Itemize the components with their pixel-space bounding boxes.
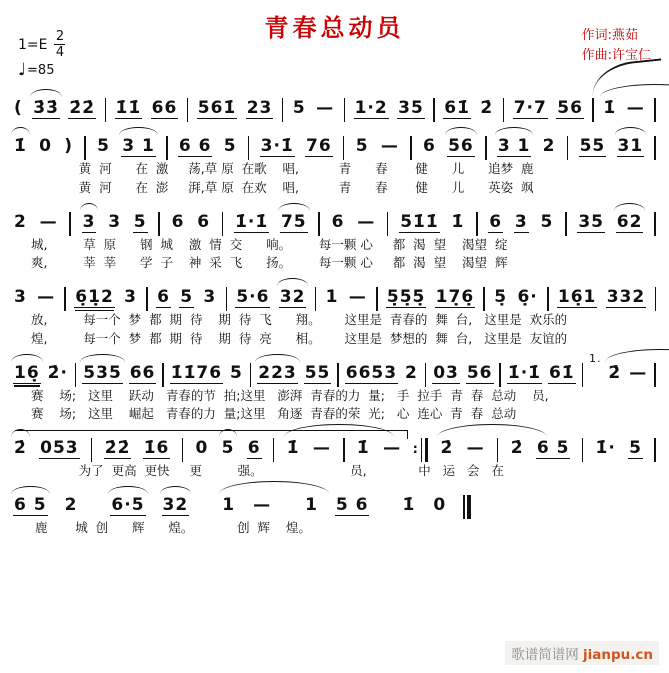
- barline: [485, 136, 487, 160]
- thick-bar: [467, 495, 471, 519]
- note-token: —: [383, 438, 402, 458]
- score-line: [13, 198, 656, 274]
- lyrics-row: 鹿 城 创 辉 煌。 创 辉 煌。: [27, 519, 311, 535]
- score-line: [13, 424, 656, 481]
- score-line: [13, 84, 656, 122]
- note-token: 6: [489, 211, 503, 232]
- note-token: 1·2: [354, 98, 388, 118]
- note-token: 03: [433, 362, 459, 383]
- note-token: (: [14, 98, 23, 118]
- barline: [282, 98, 284, 122]
- barline: [483, 287, 485, 311]
- note-token: 5: [133, 211, 147, 232]
- barline: [84, 136, 86, 160]
- barline: [582, 363, 584, 387]
- note-token: 6653: [345, 362, 398, 383]
- note-token: 1̇: [603, 98, 617, 118]
- barline: [222, 212, 224, 236]
- note-token: —: [348, 287, 367, 307]
- barline: [146, 287, 148, 311]
- note-token: —: [466, 438, 485, 458]
- barline: [273, 438, 275, 462]
- note-token: 561̇: [197, 98, 237, 118]
- note-token: 62: [616, 211, 643, 232]
- score-line: [13, 349, 656, 425]
- note-token: 0: [195, 438, 209, 458]
- note-token: 3·1̇: [260, 136, 294, 156]
- note-token: 1: [305, 494, 318, 515]
- lyrics-row: 赛 场; 这里 崛起 青春的力 量;这里 角逐 青春的荣 光; 心 连心 青 春 总动: [27, 406, 517, 422]
- barline: [503, 98, 505, 122]
- note-token: 55: [304, 362, 331, 383]
- note-token: 053: [40, 438, 79, 458]
- barline: [565, 212, 567, 236]
- notation-area: [0, 84, 669, 538]
- barline: [250, 363, 252, 387]
- barline: [318, 212, 320, 236]
- barline: [69, 212, 71, 236]
- note-token: —: [312, 438, 331, 458]
- lyrics-row: 爽, 莘 莘 学 子 神 采 飞 扬。 每一颗 心 都 渴 望 渴望 辉: [27, 255, 508, 271]
- note-token: 1̇1̇: [115, 98, 142, 118]
- note-token: 5: [221, 438, 235, 458]
- note-token: 66: [151, 98, 178, 118]
- barline: [187, 98, 189, 122]
- barline: [592, 98, 594, 122]
- note-token: 3: [203, 287, 217, 307]
- note-token: 5̣5̣5̣: [386, 287, 426, 307]
- barline: [315, 287, 317, 311]
- barline: [75, 363, 77, 387]
- note-token: 2̇: [608, 362, 622, 383]
- note-token: 3: [14, 287, 27, 307]
- score-line: [13, 273, 656, 349]
- watermark-link[interactable]: jianpu.cn: [583, 647, 653, 663]
- lyrics-row: 黄 河 在 澎 湃,草 原 在欢 唱, 青 春 健 儿 英姿 飒: [27, 179, 534, 195]
- note-token: 7·7: [513, 98, 547, 118]
- note-token: 6 6: [178, 136, 212, 156]
- notes-row: [13, 198, 656, 236]
- volta-label: 1.: [588, 351, 602, 365]
- time-signature: [54, 30, 65, 59]
- note-token: 2̇2̇: [104, 438, 131, 458]
- note-token: ): [64, 136, 74, 156]
- note-token: 5: [230, 362, 243, 383]
- note-token: 32: [162, 494, 189, 515]
- barline: [499, 363, 501, 387]
- lyrics-row: 赛 场; 这里 跃动 青春的节 拍;这里 澎湃 青春的力 量; 手 拉手 青 春 总动 员,: [27, 387, 549, 403]
- note-token: 5̣: [494, 287, 508, 307]
- note-token: 51̇1̇: [400, 211, 439, 232]
- note-token: —: [39, 211, 58, 232]
- note-token: 23: [246, 98, 273, 118]
- note-token: —: [253, 494, 272, 515]
- note-token: 1̇: [14, 136, 27, 156]
- note-token: 1: [222, 494, 236, 515]
- repeat-barline: [413, 438, 428, 462]
- note-token: 1̇6: [143, 438, 170, 458]
- note-token: 2: [14, 211, 27, 232]
- note-token: 6: [157, 287, 170, 307]
- note-token: 5: [292, 98, 306, 118]
- barline: [654, 98, 656, 122]
- note-token: 2: [64, 494, 78, 515]
- note-token: 1: [325, 287, 339, 307]
- barline: [582, 438, 584, 462]
- note-token: —: [37, 287, 56, 307]
- lyrics-row: 黄 河 在 激 荡,草 原 在歌 唱, 青 春 健 儿 追梦 鹿: [27, 161, 534, 176]
- key-signature: 1=E: [18, 36, 48, 53]
- note-token: 3: [82, 211, 96, 232]
- barline: [64, 287, 66, 311]
- barline: [166, 136, 168, 160]
- barline: [433, 98, 435, 122]
- note-token: 2̇: [510, 438, 524, 458]
- key-tempo-block: [18, 30, 65, 79]
- notes-row: [13, 349, 656, 387]
- note-token: —: [626, 98, 645, 118]
- note-token: —: [629, 362, 648, 383]
- lyrics-row: 为了 更高 更快 更 强。 员, 中 运 会 在: [27, 463, 504, 478]
- note-token: 6 5: [536, 438, 570, 458]
- note-token: 1̇·1̇: [507, 362, 541, 383]
- note-token: 6̣1̣2: [75, 287, 114, 307]
- score-line: [13, 122, 656, 198]
- note-token: 16̣: [14, 362, 40, 383]
- barline: [343, 136, 345, 160]
- note-token: 6: [197, 211, 211, 232]
- barline: [547, 287, 549, 311]
- lyrics-row: 城, 草 原 钢 城 激 情 交 响。 每一颗 心 都 渴 望 渴望 绽: [27, 236, 508, 252]
- note-token: 35: [578, 211, 604, 232]
- note-token: 32: [279, 287, 306, 307]
- lyricist: 作词:燕茹: [581, 28, 638, 43]
- note-token: 6: [247, 438, 261, 458]
- meter-numerator: 2: [55, 29, 65, 44]
- barline: [158, 212, 160, 236]
- note-token: 5: [97, 136, 110, 156]
- note-token: 332: [606, 287, 646, 307]
- note-token: 1̇·1̇: [235, 211, 269, 232]
- barline: [654, 212, 656, 236]
- barline: [344, 98, 346, 122]
- note-token: 6: [171, 211, 185, 232]
- barline: [182, 438, 184, 462]
- notes-row: [13, 273, 656, 311]
- notes-row: [13, 122, 656, 160]
- note-token: 3̇3̇: [33, 98, 59, 118]
- note-token: 6: [331, 211, 345, 232]
- barline: [654, 438, 656, 462]
- barline: [343, 438, 345, 462]
- quarter-note-icon: ♩: [18, 60, 27, 80]
- note-token: 5: [540, 211, 554, 232]
- barline: [410, 136, 412, 160]
- note-token: 1̇: [356, 438, 370, 458]
- score-header: [0, 0, 669, 84]
- note-token: 2: [405, 362, 418, 383]
- note-token: 2̇·: [47, 362, 68, 383]
- barline: [91, 438, 93, 462]
- note-token: 5: [629, 438, 642, 458]
- score-line: [13, 481, 656, 538]
- note-token: 6: [422, 136, 436, 156]
- note-token: 2̇: [480, 98, 494, 118]
- composer: 作曲:许宝仁: [581, 48, 651, 64]
- barline: [376, 287, 378, 311]
- barline: [654, 136, 656, 160]
- note-token: 223: [258, 362, 297, 383]
- note-token: 2̇: [440, 438, 454, 458]
- note-token: 1̇: [451, 211, 465, 232]
- song-title: 青春总动员: [264, 16, 405, 42]
- note-token: —: [316, 98, 335, 118]
- note-token: 61̇: [444, 98, 470, 118]
- note-token: 56: [466, 362, 493, 383]
- note-token: 17̣6̣: [435, 287, 475, 307]
- note-token: 2: [542, 136, 556, 156]
- note-token: 1̇·: [595, 438, 616, 458]
- repeat-dots: ∶: [413, 442, 419, 458]
- note-token: 0: [39, 136, 52, 156]
- notes-row: [13, 481, 447, 519]
- note-token: 3 1: [122, 136, 155, 156]
- note-token: 5·6: [236, 287, 270, 307]
- barline: [476, 212, 478, 236]
- note-token: 5 6: [335, 494, 369, 515]
- note-token: 3: [124, 287, 137, 307]
- lyrics-row: 放, 每一个 梦 都 期 待 期 待 飞 翔。 这里是 青春的 舞 台, 这里是 欢乐的: [27, 312, 568, 327]
- note-token: 6 5: [14, 494, 47, 515]
- meter-denominator: 4: [55, 45, 65, 60]
- notes-row: [13, 84, 656, 122]
- note-token: 6·5: [111, 494, 145, 515]
- barline: [105, 98, 107, 122]
- note-token: 5: [180, 287, 194, 307]
- note-token: 55: [579, 136, 606, 156]
- thin-bar: [463, 495, 465, 519]
- note-token: 1̇: [286, 438, 300, 458]
- note-token: 76: [306, 136, 332, 156]
- barline: [567, 136, 569, 160]
- note-token: 61̇: [548, 362, 575, 383]
- note-token: 35: [398, 98, 424, 118]
- note-token: 535: [83, 362, 122, 383]
- note-token: 31: [617, 136, 644, 156]
- tempo-marking: [18, 62, 65, 79]
- note-token: 5: [355, 136, 369, 156]
- note-token: 2̇: [14, 438, 27, 458]
- note-token: 5: [223, 136, 237, 156]
- barline: [226, 287, 228, 311]
- note-token: 16̣1: [557, 287, 597, 307]
- barline: [655, 287, 657, 311]
- barline: [248, 136, 250, 160]
- barline: [387, 212, 389, 236]
- note-token: 3: [514, 211, 528, 232]
- note-token: 1̇: [402, 494, 416, 515]
- note-token: 3 1: [497, 136, 531, 156]
- barline: [654, 363, 656, 387]
- note-token: 66: [129, 362, 156, 383]
- note-token: 56: [557, 98, 583, 118]
- thin-bar: [421, 438, 423, 462]
- note-token: 3: [108, 211, 122, 232]
- note-token: 75: [280, 211, 307, 232]
- barline: [162, 363, 164, 387]
- note-token: 0: [433, 494, 447, 515]
- barline: [497, 438, 499, 462]
- note-token: 6̣·: [517, 287, 538, 307]
- watermark-site-name: 歌谱简谱网: [511, 647, 579, 663]
- note-token: 56: [448, 136, 474, 156]
- barline: [337, 363, 339, 387]
- thick-bar: [425, 438, 429, 462]
- lyrics-row: 煌, 每一个 梦 都 期 待 期 待 亮 相。 这里是 梦想的 舞 台, 这里是 友谊的: [27, 330, 568, 346]
- note-token: —: [357, 211, 376, 232]
- note-token: 2̇2̇: [69, 98, 96, 118]
- note-token: 1̇1̇76: [170, 362, 223, 383]
- watermark: [505, 641, 659, 665]
- tempo-value: =85: [27, 63, 55, 78]
- barline: [425, 363, 427, 387]
- note-token: —: [380, 136, 399, 156]
- final-barline: [463, 495, 471, 519]
